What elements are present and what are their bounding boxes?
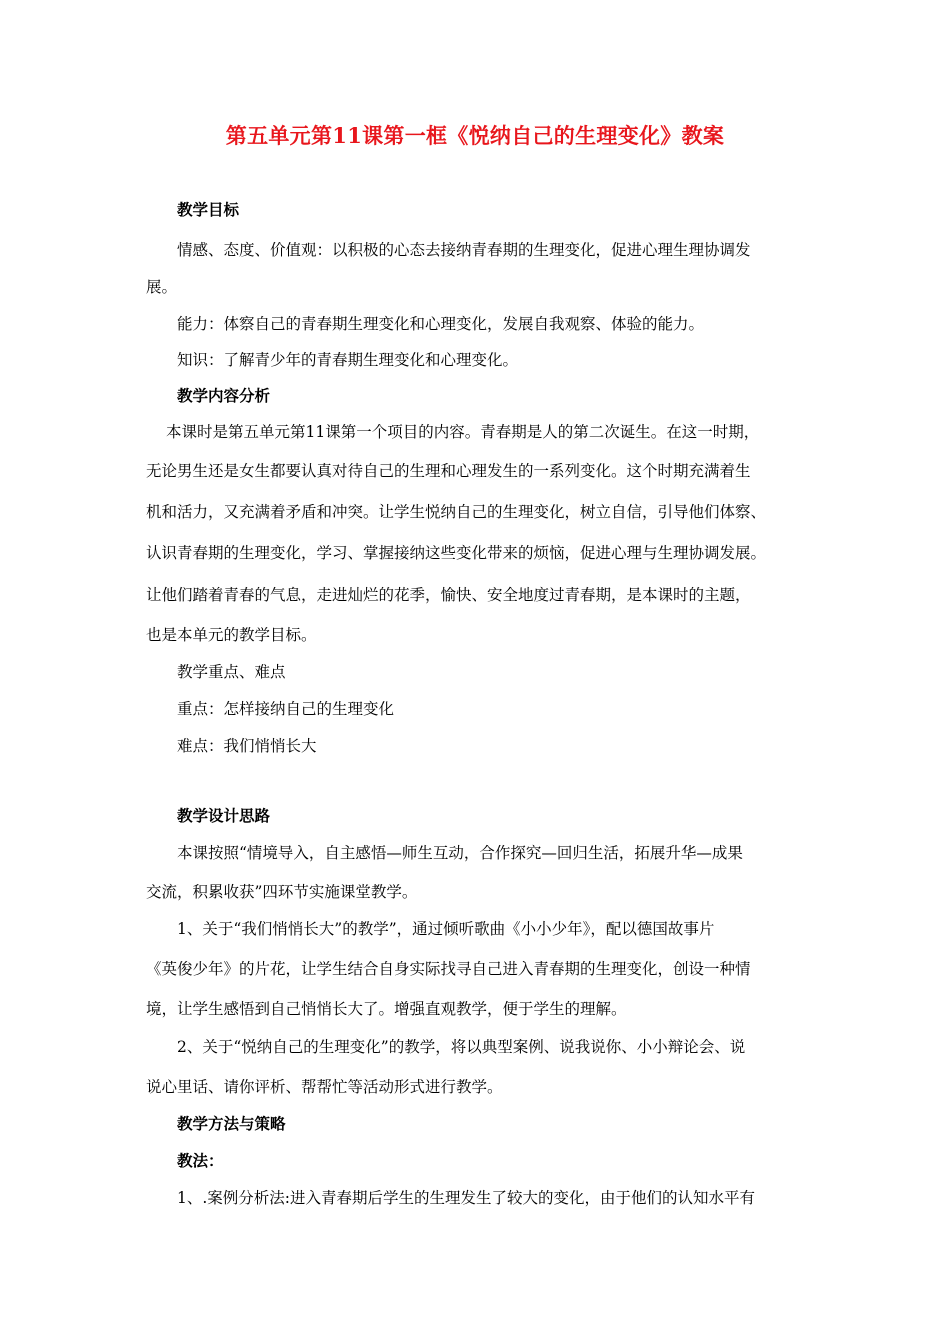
- paragraph-line: 重点：怎样接纳自己的生理变化: [177, 700, 395, 718]
- paragraph-line: 境，让学生感悟到自己悄悄长大了。增强直观教学，便于学生的理解。: [146, 1000, 627, 1018]
- paragraph-line: 展。: [146, 278, 178, 296]
- paragraph-line: 机和活力，又充满着矛盾和冲突。让学生悦纳自己的生理变化，树立自信，引导他们体察、: [146, 503, 767, 521]
- paragraph-line: 教学重点、难点: [177, 663, 286, 681]
- paragraph-line: 1、.案例分析法:进入青春期后学生的生理发生了较大的变化，由于他们的认知水平有: [177, 1189, 756, 1207]
- paragraph-line: 知识：了解青少年的青春期生理变化和心理变化。: [177, 351, 519, 369]
- document-title: 第五单元第11课第一框《悦纳自己的生理变化》教案: [225, 123, 725, 148]
- paragraph-line: 2、关于“悦纳自己的生理变化”的教学，将以典型案例、说我说你、小小辩论会、说: [177, 1038, 746, 1056]
- heading-teaching-goals: 教学目标: [177, 200, 240, 219]
- paragraph-line: 难点：我们悄悄长大: [177, 737, 317, 755]
- heading-content-analysis: 教学内容分析: [177, 386, 271, 405]
- paragraph-line: 无论男生还是女生都要认真对待自己的生理和心理发生的一系列变化。这个时期充满着生: [146, 462, 751, 480]
- paragraph-line: 情感、态度、价值观：以积极的心态去接纳青春期的生理变化，促进心理生理协调发: [177, 241, 751, 259]
- paragraph-line: 交流，积累收获”四环节实施课堂教学。: [146, 883, 418, 901]
- heading-teaching-methods: 教法：: [177, 1151, 224, 1170]
- paragraph-line: 也是本单元的教学目标。: [146, 626, 317, 644]
- paragraph-line: 认识青春期的生理变化，学习、掌握接纳这些变化带来的烦恼，促进心理与生理协调发展。: [146, 544, 767, 562]
- paragraph-line: 1、关于“我们悄悄长大”的教学”，通过倾听歌曲《小小少年》，配以德国故事片: [177, 920, 715, 938]
- paragraph-line: 本课时是第五单元第11课第一个项目的内容。青春期是人的第二次诞生。在这一时期，: [166, 423, 760, 441]
- heading-methods-strategies: 教学方法与策略: [177, 1114, 286, 1133]
- paragraph-line: 让他们踏着青春的气息，走进灿烂的花季，愉快、安全地度过青春期，是本课时的主题，: [146, 586, 751, 604]
- paragraph-line: 说心里话、请你评析、帮帮忙等活动形式进行教学。: [146, 1078, 503, 1096]
- heading-design-approach: 教学设计思路: [177, 806, 271, 825]
- paragraph-line: 能力：体察自己的青春期生理变化和心理变化，发展自我观察、体验的能力。: [177, 315, 705, 333]
- paragraph-line: 《英俊少年》的片花，让学生结合自身实际找寻自己进入青春期的生理变化，创设一种情: [146, 960, 751, 978]
- paragraph-line: 本课按照“情境导入，自主感悟—师生互动，合作探究—回归生活，拓展升华—成果: [177, 844, 743, 862]
